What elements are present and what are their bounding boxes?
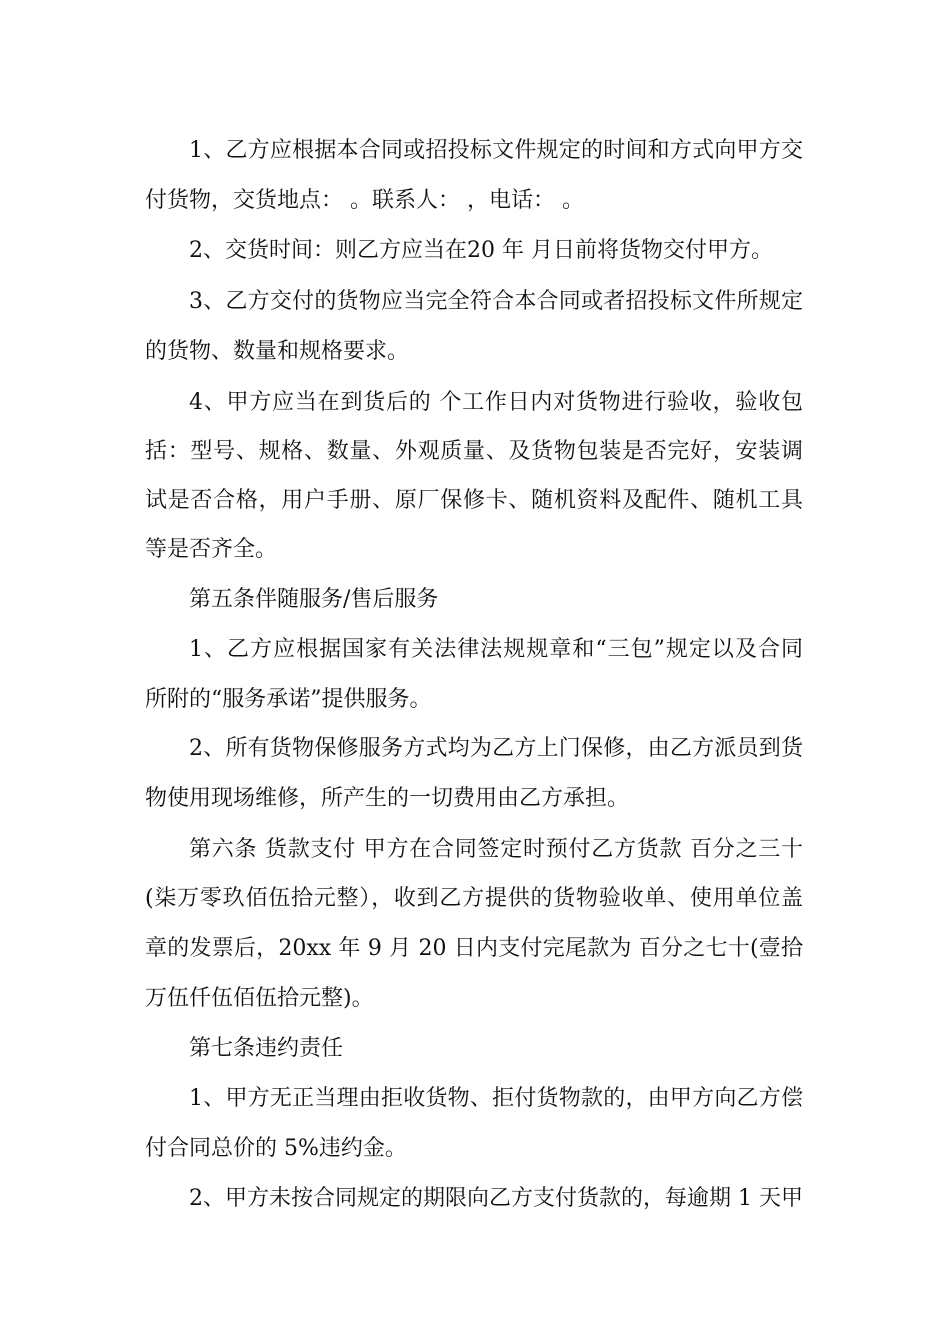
text-line: (柒万零玖佰伍拾元整），收到乙方提供的货物验收单、使用单位盖 bbox=[145, 886, 803, 911]
text-line: 物使用现场维修，所产生的一切费用由乙方承担。 bbox=[145, 786, 630, 811]
text-line: 2、所有货物保修服务方式均为乙方上门保修，由乙方派员到货 bbox=[189, 736, 803, 761]
text-line: 等是否齐全。 bbox=[145, 537, 278, 562]
text-line: 2、交货时间：则乙方应当在20 年 月日前将货物交付甲方。 bbox=[189, 238, 773, 263]
text-line: 1、乙方应根据本合同或招投标文件规定的时间和方式向甲方交 bbox=[189, 138, 803, 163]
text-line: 付货物，交货地点： 。联系人： ，电话： 。 bbox=[145, 188, 584, 213]
text-line: 的货物、数量和规格要求。 bbox=[145, 339, 410, 364]
section-heading: 第七条违约责任 bbox=[189, 1036, 344, 1061]
text-line: 1、乙方应根据国家有关法律法规规章和“三包”规定以及合同 bbox=[189, 637, 803, 662]
text-line: 4、甲方应当在到货后的 个工作日内对货物进行验收，验收包 bbox=[189, 390, 803, 415]
text-line: 试是否合格，用户手册、原厂保修卡、随机资料及配件、随机工具 bbox=[145, 488, 803, 513]
text-line: 括：型号、规格、数量、外观质量、及货物包装是否完好，安装调 bbox=[145, 439, 803, 464]
text-line: 3、乙方交付的货物应当完全符合本合同或者招投标文件所规定 bbox=[189, 289, 803, 314]
text-line: 2、甲方未按合同规定的期限向乙方支付货款的，每逾期 1 天甲 bbox=[189, 1186, 803, 1211]
text-line: 1、甲方无正当理由拒收货物、拒付货物款的，由甲方向乙方偿 bbox=[189, 1086, 803, 1111]
text-line: 万伍仟伍佰伍拾元整)。 bbox=[145, 986, 374, 1011]
text-line: 章的发票后，20xx 年 9 月 20 日内支付完尾款为 百分之七十(壹拾 bbox=[145, 936, 803, 961]
text-line: 付合同总价的 5%违约金。 bbox=[145, 1136, 407, 1161]
section-heading: 第五条伴随服务/售后服务 bbox=[189, 587, 439, 612]
text-line: 所附的“服务承诺”提供服务。 bbox=[145, 687, 432, 712]
section-heading: 第六条 货款支付 甲方在合同签定时预付乙方货款 百分之三十 bbox=[189, 837, 803, 862]
